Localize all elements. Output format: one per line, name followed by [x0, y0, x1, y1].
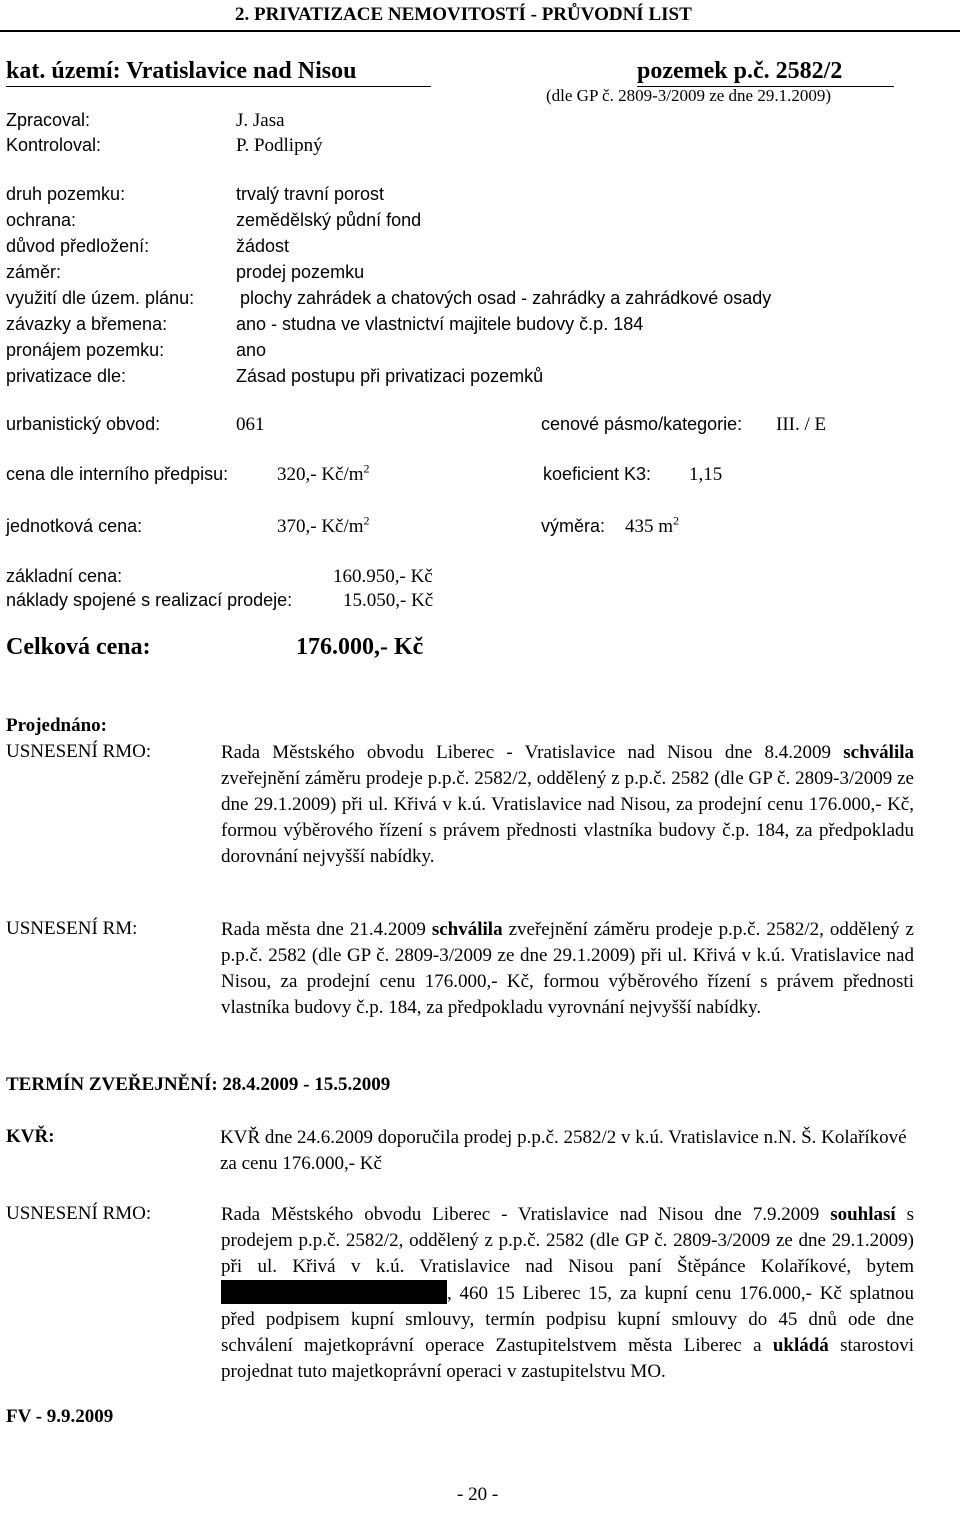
checked-by-label: Kontroloval:	[6, 135, 102, 155]
resolution-rmo-2-label: USNESENÍ RMO:	[6, 1203, 152, 1224]
field-value: ano	[236, 340, 267, 360]
kvr-label: KVŘ:	[6, 1126, 55, 1147]
discussed-heading: Projednáno:	[6, 715, 107, 736]
unit-price-value: 370,- $Kč/m^2$	[277, 513, 370, 537]
field-label: pronájem pozemku:	[6, 340, 165, 360]
gp-note: (dle GP č. 2809-3/2009 ze dne 29.1.2009)	[546, 86, 832, 105]
field-value: zemědělský půdní fond	[236, 210, 422, 230]
costs-value: 15.050,- Kč	[343, 590, 434, 611]
unit-price-label: jednotková cena:	[6, 516, 143, 536]
field-value: prodej pozemku	[236, 262, 365, 282]
total-price-label: Celková cena:	[6, 634, 151, 660]
total-price-value: 176.000,- Kč	[296, 634, 424, 660]
area-value: 435 $m^2$	[625, 513, 680, 537]
resolution-rm-text: Rada města dne 21.4.2009 schválila zveřejnění záměru prodeje p.p.č. 2582/2, oddělený z p.p.č. 2582 (dle GP č. 2809-3/2009 ze dne 29.1.2009) při ul. Křivá v k.ú. Vratislavice nad Nisou, za prodejní cenu 176.000,- Kč, formou výběrového řízení s právem přednosti vlastníka budovy č.p. 184, za předpokladu vyrovnání nejvyšší nabídky.	[221, 919, 914, 1018]
redacted-address	[221, 1280, 447, 1304]
kvr-text: KVŘ dne 24.6.2009 doporučila prodej p.p.č. 2582/2 v k.ú. Vratislavice n.N. Š. Kolaříkové za cenu 176.000,- Kč	[220, 1127, 907, 1174]
field-value: trvalý travní porost	[236, 184, 385, 204]
field-value: plochy zahrádek a chatových osad - zahrádky a zahrádkové osady	[240, 288, 772, 308]
field-value: žádost	[236, 236, 290, 256]
coefficient-value: 1,15	[689, 464, 723, 485]
field-label: důvod předložení:	[6, 236, 150, 256]
page-header: 2. PRIVATIZACE NEMOVITOSTÍ - PRŮVODNÍ LIST	[235, 4, 692, 25]
fv-date: FV - 9.9.2009	[6, 1406, 114, 1427]
field-label: privatizace dle:	[6, 366, 127, 386]
header-rule	[0, 30, 960, 32]
resolution-rmo-label: USNESENÍ RMO:	[6, 741, 152, 762]
base-price-label: základní cena:	[6, 566, 123, 586]
field-label: využití dle územ. plánu:	[6, 288, 195, 308]
cadastral-underline	[6, 86, 431, 87]
urban-district-value: 061	[236, 414, 265, 435]
field-label: ochrana:	[6, 210, 77, 230]
internal-price-value: 320,- $Kč/m^2$	[277, 461, 370, 485]
area-label: výměra:	[541, 516, 606, 536]
processed-by-value: J. Jasa	[236, 110, 285, 131]
urban-district-label: urbanistický obvod:	[6, 414, 161, 434]
publication-period: TERMÍN ZVEŘEJNĚNÍ: 28.4.2009 - 15.5.2009	[6, 1074, 391, 1095]
price-zone-label: cenové pásmo/kategorie:	[541, 414, 743, 434]
resolution-rm-label: USNESENÍ RM:	[6, 918, 138, 939]
field-value: Zásad postupu při privatizaci pozemků	[236, 366, 544, 386]
costs-label: náklady spojené s realizací prodeje:	[6, 590, 293, 610]
internal-price-label: cena dle interního předpisu:	[6, 464, 229, 484]
field-label: záměr:	[6, 262, 62, 282]
coefficient-label: koeficient K3:	[543, 464, 652, 484]
base-price-value: 160.950,- Kč	[333, 566, 433, 587]
field-label: druh pozemku:	[6, 184, 126, 204]
checked-by-value: P. Podlipný	[236, 135, 323, 156]
resolution-rmo-2-text: Rada Městského obvodu Liberec - Vratislavice nad Nisou dne 7.9.2009 souhlasí s prodejem p.p.č. 2582/2, oddělený z p.p.č. 2582 (dle GP č. 2809-3/2009 ze dne 29.1.2009) při ul. Křivá v k.ú. Vratislavice nad Nisou paní Štěpánce Kolaříkové, bytem , 460 15 Liberec 15, za kupní cenu 176.000,- Kč splatnou před podpisem kupní smlouvy, termín podpisu kupní smlouvy do 45 dnů ode dne schválení majetkoprávní operace Zastupitelstvem města Liberec a ukládá starostovi projednat tuto majetkoprávní operaci v zastupitelstvu MO.	[221, 1204, 915, 1382]
price-zone-value: III. / E	[776, 414, 827, 435]
cadastral-area: kat. území: Vratislavice nad Nisou	[6, 58, 357, 84]
processed-by-label: Zpracoval:	[6, 110, 91, 130]
page-number: - 20 -	[457, 1484, 499, 1505]
parcel-number: pozemek p.č. 2582/2	[637, 58, 843, 84]
field-value: ano - studna ve vlastnictví majitele budovy č.p. 184	[236, 314, 644, 334]
field-label: závazky a břemena:	[6, 314, 168, 334]
resolution-rmo-text: Rada Městského obvodu Liberec - Vratislavice nad Nisou dne 8.4.2009 schválila zveřejnění záměru prodeje p.p.č. 2582/2, oddělený z p.p.č. 2582 (dle GP č. 2809-3/2009 ze dne 29.1.2009) při ul. Křivá v k.ú. Vratislavice nad Nisou, za prodejní cenu 176.000,- Kč, formou výběrového řízení s právem přednosti vlastníka budovy č.p. 184, za předpokladu dorovnání nejvyšší nabídky.	[221, 742, 914, 867]
